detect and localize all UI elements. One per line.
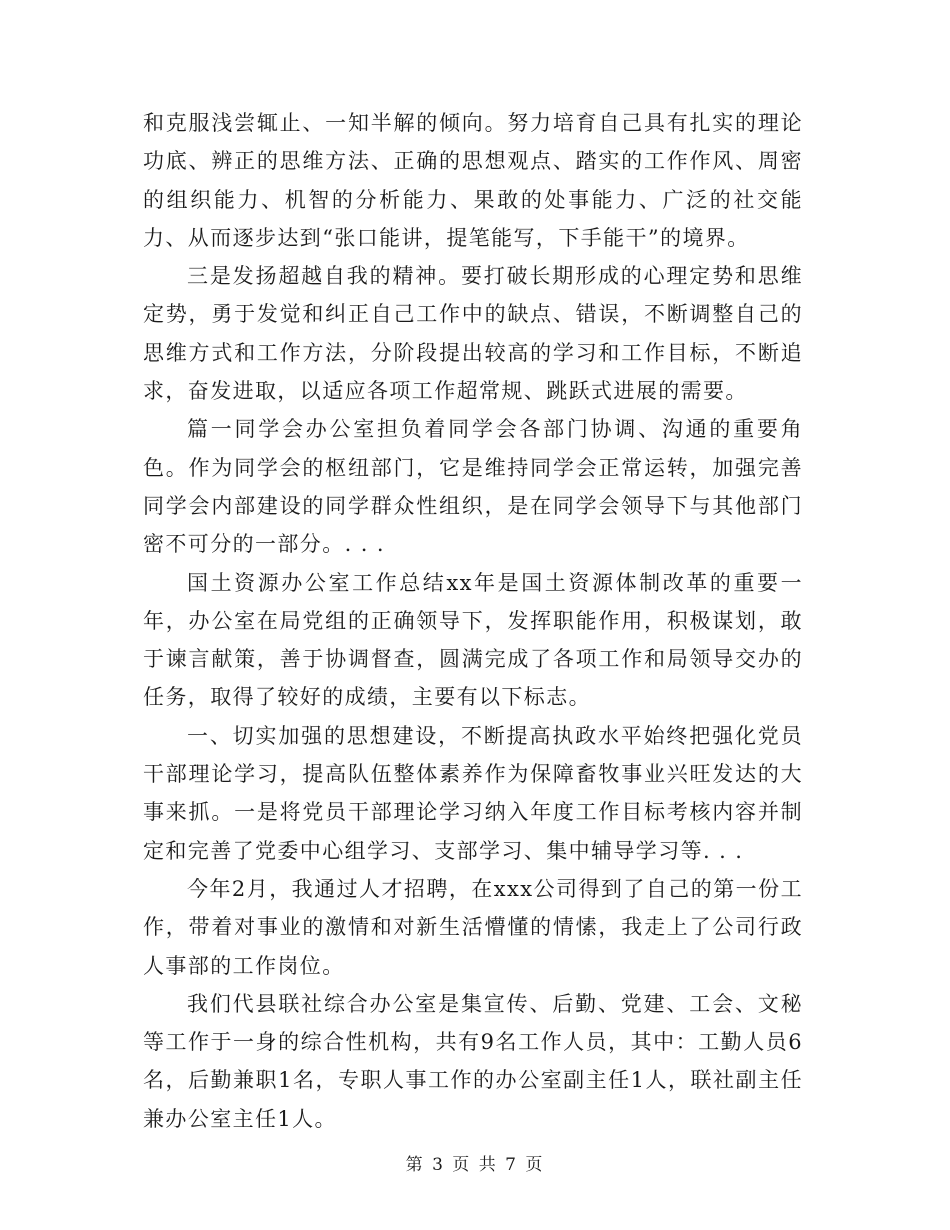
paragraph: 我们代县联社综合办公室是集宣传、后勤、党建、工会、文秘等工作于一身的综合性机构，共有9名工作人员，其中：工勤人员6名，后勤兼职1名，专职人事工作的办公室副主任1人，联社副主任兼办公室主任1人。 bbox=[143, 991, 803, 1131]
paragraph: 国土资源办公室工作总结xx年是国土资源体制改革的重要一年，办公室在局党组的正确领导下，发挥职能作用，积极谋划，敢于谏言献策，善于协调督查，圆满完成了各项工作和局领导交办的任务，取得了较好的成绩，主要有以下标志。 bbox=[143, 570, 803, 710]
paragraph: 篇一同学会办公室担负着同学会各部门协调、沟通的重要角色。作为同学会的枢纽部门，它是维持同学会正常运转，加强完善同学会内部建设的同学群众性组织，是在同学会领导下与其他部门密不可分的一部分。. . . bbox=[143, 417, 803, 557]
paragraph: 和克服浅尝辄止、一知半解的倾向。努力培育自己具有扎实的理论功底、辨正的思维方法、正确的思想观点、踏实的工作作风、周密的组织能力、机智的分析能力、果敢的处事能力、广泛的社交能力、从而逐步达到“张口能讲，提笔能写，下手能干”的境界。 bbox=[143, 111, 803, 250]
document-body bbox=[143, 104, 803, 1138]
paragraph: 三是发扬超越自我的精神。要打破长期形成的心理定势和思维定势，勇于发觉和纠正自己工作中的缺点、错误，不断调整自己的思维方式和工作方法，分阶段提出较高的学习和工作目标，不断追求，奋发进取，以适应各项工作超常规、跳跃式进展的需要。 bbox=[143, 264, 803, 404]
paragraph: 今年2月，我通过人才招聘，在xxx公司得到了自己的第一份工作，带着对事业的激情和对新生活懵懂的情愫，我走上了公司行政人事部的工作岗位。 bbox=[143, 876, 803, 978]
paragraph: 一、切实加强的思想建设，不断提高执政水平始终把强化党员干部理论学习，提高队伍整体素养作为保障畜牧事业兴旺发达的大事来抓。一是将党员干部理论学习纳入年度工作目标考核内容并制定和完善了党委中心组学习、支部学习、集中辅导学习等. . . bbox=[143, 723, 803, 863]
page-number-footer: 第 3 页 共 7 页 bbox=[405, 1155, 545, 1175]
